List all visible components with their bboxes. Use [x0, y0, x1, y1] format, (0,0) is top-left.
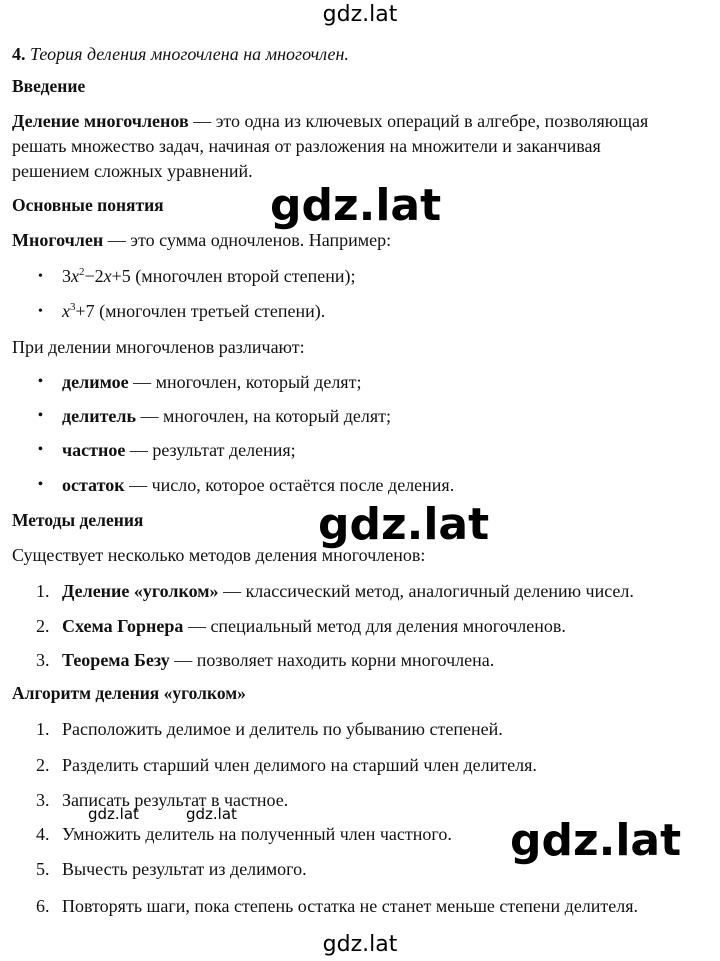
problem-number: 4. [12, 44, 26, 64]
watermark-mid-1: gdz.lat [270, 180, 442, 231]
algorithm-step: Умножить делитель на полученный член частного. [62, 824, 452, 844]
intro-text-1: — это одна из ключевых операций в алгебре, позволяющая [188, 111, 649, 131]
intro-heading: Введение [12, 76, 86, 96]
polynomial-term: Многочлен [12, 230, 104, 250]
basics-heading: Основные понятия [12, 195, 164, 215]
term-item [62, 373, 361, 391]
ex1-mid: −2 [84, 266, 104, 286]
ex1-var2: x [103, 266, 112, 286]
problem-title [12, 45, 349, 63]
algorithm-step: Расположить делимое и делитель по убыванию степеней. [62, 719, 503, 739]
list-number: 3. [36, 790, 50, 810]
bullet-icon: • [38, 477, 43, 492]
list-number: 2. [36, 755, 50, 775]
watermark-bottom: gdz.lat [322, 932, 398, 957]
method-term: Теорема Безу [62, 650, 170, 670]
method-desc: — позволяет находить корни многочлена. [169, 650, 495, 670]
method-desc: — специальный метод для деления многочленов. [183, 616, 566, 636]
ex2-exp: 3 [70, 301, 76, 313]
intro-term: Деление многочленов [12, 111, 189, 131]
intro-line-3: решением сложных уравнений. [12, 161, 253, 181]
list-number: 1. [36, 719, 50, 739]
list-number: 3. [36, 650, 50, 670]
algorithm-heading: Алгоритм деления «уголком» [12, 683, 246, 703]
bullet-icon: • [38, 374, 43, 389]
intro-line-1 [12, 112, 648, 130]
algorithm-step: Вычесть результат из делимого. [62, 859, 307, 879]
algorithm-step: Разделить старший член делимого на старший член делителя. [62, 755, 537, 775]
basics-definition [12, 231, 391, 249]
list-number: 2. [36, 616, 50, 636]
algorithm-step: Повторять шаги, пока степень остатка не станет меньше степени делителя. [62, 896, 639, 916]
example-1 [62, 267, 356, 285]
watermark-small-2: gdz.lat [186, 805, 237, 823]
polynomial-def: — это сумма одночленов. Например: [103, 230, 392, 250]
ex2-tail: +7 (многочлен третьей степени). [75, 301, 326, 321]
bullet-icon: • [38, 442, 43, 457]
term-item [62, 476, 454, 494]
ex1-tail: +5 (многочлен второй степени); [111, 266, 356, 286]
watermark-small-1: gdz.lat [88, 805, 139, 823]
list-number: 4. [36, 824, 50, 844]
method-item [62, 582, 634, 600]
term-quotient-desc: — результат деления; [125, 440, 296, 460]
term-quotient: частное [62, 440, 126, 460]
term-remainder: остаток [62, 475, 125, 495]
ex2-var: x [62, 301, 70, 321]
bullet-icon: • [38, 269, 43, 284]
term-item [62, 441, 296, 459]
example-2 [62, 302, 325, 320]
watermark-mid-2: gdz.lat [318, 499, 490, 550]
term-item [62, 407, 391, 425]
methods-lead: Существует несколько методов деления многочленов: [12, 545, 426, 565]
term-divisor: делитель [62, 406, 137, 426]
methods-heading: Методы деления [12, 510, 144, 530]
term-divisor-desc: — многочлен, на который делят; [136, 406, 392, 426]
bullet-icon: • [38, 304, 43, 319]
intro-line-2: решать множество задач, начиная от разложения на множители и заканчивая [12, 136, 601, 156]
term-dividend: делимое [62, 372, 129, 392]
list-number: 5. [36, 859, 50, 879]
term-remainder-desc: — число, которое остаётся после деления. [124, 475, 455, 495]
ex1-coef: 3 [62, 266, 71, 286]
term-dividend-desc: — многочлен, который делят; [128, 372, 362, 392]
watermark-mid-3: gdz.lat [510, 815, 682, 866]
problem-title-text: Теория деления многочлена на многочлен. [30, 44, 349, 64]
method-item [62, 617, 566, 635]
method-desc: — классический метод, аналогичный делению чисел. [218, 581, 634, 601]
list-number: 1. [36, 581, 50, 601]
ex1-exp: 2 [79, 266, 85, 278]
method-term: Деление «уголком» [62, 581, 219, 601]
basics-lead: При делении многочленов различают: [12, 337, 305, 357]
watermark-top: gdz.lat [322, 2, 398, 27]
list-number: 6. [36, 896, 50, 916]
method-item [62, 651, 494, 669]
ex1-var: x [71, 266, 79, 286]
method-term: Схема Горнера [62, 616, 184, 636]
bullet-icon: • [38, 408, 43, 423]
algorithm-step: Записать результат в частное. [62, 790, 289, 810]
